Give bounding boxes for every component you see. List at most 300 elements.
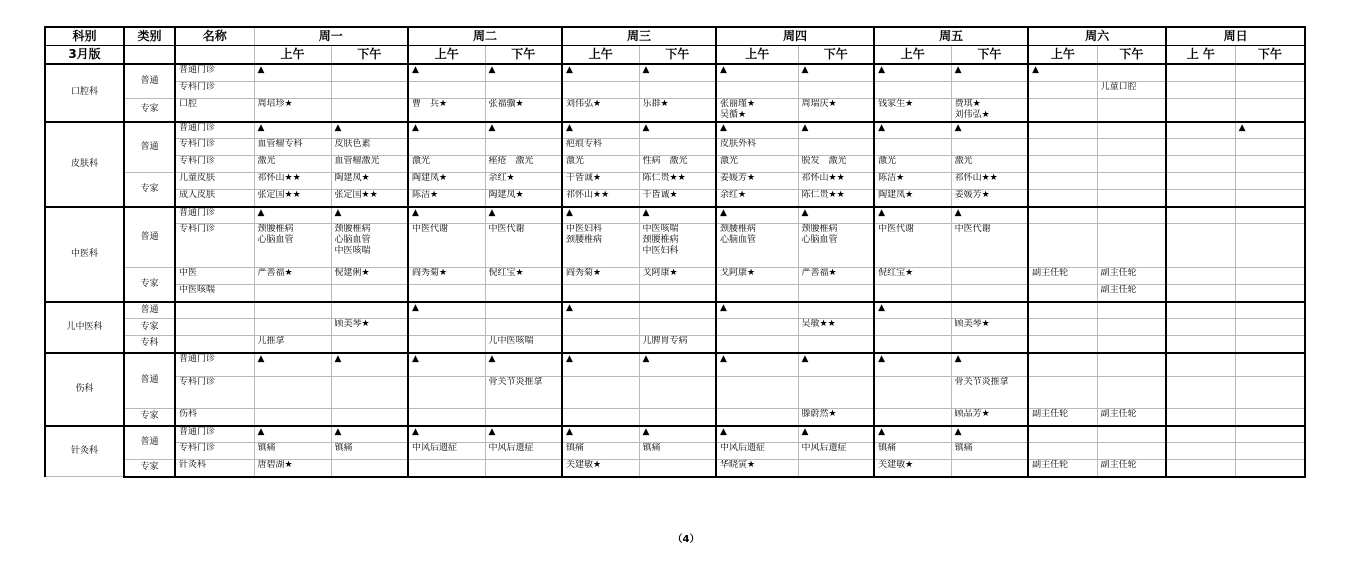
schedule-cell: ▲ bbox=[562, 302, 639, 319]
schedule-cell bbox=[874, 139, 951, 156]
header-row-periods bbox=[45, 46, 1305, 65]
dept-name-cell: 中医科 bbox=[45, 207, 124, 302]
schedule-cell bbox=[951, 81, 1028, 98]
schedule-cell: 性病 激光 bbox=[639, 156, 716, 173]
schedule-cell: ▲ bbox=[485, 64, 562, 81]
dept-name-cell: 口腔科 bbox=[45, 64, 124, 122]
header-day-thu: 周四 bbox=[716, 27, 874, 46]
schedule-cell bbox=[1097, 207, 1166, 224]
table-row bbox=[45, 377, 1305, 409]
schedule-cell bbox=[1028, 156, 1097, 173]
category-cell: 普通 bbox=[124, 426, 175, 460]
schedule-cell bbox=[1028, 224, 1097, 268]
schedule-cell: ▲ bbox=[254, 207, 331, 224]
schedule-cell: 陶建凤★ bbox=[408, 173, 485, 190]
clinic-name-cell: 普通门诊 bbox=[175, 426, 254, 443]
schedule-cell bbox=[1028, 426, 1097, 443]
clinic-name-cell: 专科门诊 bbox=[175, 224, 254, 268]
schedule-cell: 顾美琴★ bbox=[331, 319, 408, 336]
schedule-cell bbox=[1097, 377, 1166, 409]
table-row bbox=[45, 353, 1305, 377]
schedule-cell bbox=[639, 319, 716, 336]
schedule-cell bbox=[1097, 302, 1166, 319]
schedule-cell bbox=[562, 81, 639, 98]
table-row bbox=[45, 336, 1305, 353]
schedule-cell bbox=[331, 285, 408, 302]
schedule-cell: 倪红宝★ bbox=[485, 268, 562, 285]
schedule-cell: 祁怀山★★ bbox=[798, 173, 874, 190]
header-blank bbox=[175, 46, 254, 65]
category-cell: 专科 bbox=[124, 336, 175, 353]
schedule-cell: 儿脾胃专病 bbox=[639, 336, 716, 353]
schedule-cell: 疤痕专科 bbox=[562, 139, 639, 156]
schedule-cell: 倪建俐★ bbox=[331, 268, 408, 285]
schedule-cell: ▲ bbox=[874, 64, 951, 81]
schedule-cell: 镇痛 bbox=[562, 443, 639, 460]
schedule-cell bbox=[331, 98, 408, 122]
schedule-cell: ▲ bbox=[951, 353, 1028, 377]
schedule-cell bbox=[1235, 409, 1305, 426]
clinic-name-cell bbox=[175, 302, 254, 319]
schedule-cell: 中风后遗症 bbox=[798, 443, 874, 460]
schedule-cell: 陶建凤★ bbox=[874, 190, 951, 207]
schedule-cell bbox=[1097, 98, 1166, 122]
schedule-cell bbox=[874, 81, 951, 98]
schedule-cell: ▲ bbox=[485, 353, 562, 377]
schedule-cell bbox=[874, 409, 951, 426]
clinic-name-cell: 专科门诊 bbox=[175, 156, 254, 173]
header-row-days bbox=[45, 27, 1305, 46]
schedule-cell: 华晓寅★ bbox=[716, 460, 798, 477]
schedule-cell: 吴敏★★ bbox=[798, 319, 874, 336]
schedule-cell bbox=[408, 460, 485, 477]
schedule-cell: ▲ bbox=[408, 64, 485, 81]
schedule-cell: 颈腰椎病 心脑血管 bbox=[716, 224, 798, 268]
schedule-cell bbox=[1166, 224, 1235, 268]
category-cell: 专家 bbox=[124, 460, 175, 477]
schedule-cell bbox=[1166, 443, 1235, 460]
header-day-wed: 周三 bbox=[562, 27, 716, 46]
schedule-cell bbox=[798, 81, 874, 98]
schedule-cell: ▲ bbox=[716, 302, 798, 319]
schedule-cell: 血管瘤专科 bbox=[254, 139, 331, 156]
schedule-cell bbox=[562, 319, 639, 336]
schedule-cell: 颈腰椎病 心脑血管 bbox=[254, 224, 331, 268]
schedule-cell bbox=[1235, 336, 1305, 353]
schedule-cell: 副主任轮 bbox=[1097, 409, 1166, 426]
schedule-cell: 张定国★★ bbox=[331, 190, 408, 207]
schedule-cell: ▲ bbox=[408, 302, 485, 319]
schedule-cell bbox=[1097, 353, 1166, 377]
header-name: 名称 bbox=[175, 27, 254, 46]
header-edition: 3月版 bbox=[45, 46, 124, 65]
category-cell: 专家 bbox=[124, 319, 175, 336]
schedule-cell bbox=[1235, 139, 1305, 156]
schedule-cell: ▲ bbox=[562, 426, 639, 443]
schedule-cell: ▲ bbox=[562, 353, 639, 377]
clinic-name-cell bbox=[175, 336, 254, 353]
schedule-cell bbox=[254, 302, 331, 319]
schedule-cell: 皮肤色素 bbox=[331, 139, 408, 156]
schedule-cell bbox=[639, 302, 716, 319]
table-row bbox=[45, 139, 1305, 156]
category-cell: 专家 bbox=[124, 98, 175, 122]
table-row bbox=[45, 443, 1305, 460]
schedule-cell: 唐碧湖★ bbox=[254, 460, 331, 477]
schedule-cell: ▲ bbox=[716, 353, 798, 377]
schedule-cell: 姜媛芳★ bbox=[951, 190, 1028, 207]
schedule-cell: 张福骥★ bbox=[485, 98, 562, 122]
clinic-name-cell: 专科门诊 bbox=[175, 443, 254, 460]
schedule-cell bbox=[408, 336, 485, 353]
schedule-cell: 严善福★ bbox=[798, 268, 874, 285]
schedule-cell: 副主任轮 bbox=[1097, 460, 1166, 477]
schedule-cell: ▲ bbox=[254, 64, 331, 81]
header-dept: 科别 bbox=[45, 27, 124, 46]
schedule-cell: 曹 兵★ bbox=[408, 98, 485, 122]
schedule-cell bbox=[1097, 443, 1166, 460]
dept-name-cell: 伤科 bbox=[45, 353, 124, 426]
header-pm: 下午 bbox=[331, 46, 408, 65]
clinic-name-cell: 成人皮肤 bbox=[175, 190, 254, 207]
schedule-cell bbox=[408, 139, 485, 156]
schedule-cell: 倪红宝★ bbox=[874, 268, 951, 285]
schedule-cell: ▲ bbox=[408, 122, 485, 139]
schedule-cell: 儿童口腔 bbox=[1097, 81, 1166, 98]
schedule-cell bbox=[1235, 156, 1305, 173]
header-am: 上午 bbox=[1028, 46, 1097, 65]
schedule-cell: 激光 bbox=[562, 156, 639, 173]
header-pm: 下午 bbox=[798, 46, 874, 65]
table-row bbox=[45, 268, 1305, 285]
schedule-cell: 血管瘤激光 bbox=[331, 156, 408, 173]
schedule-cell: 余红★ bbox=[485, 173, 562, 190]
schedule-cell: 关建敏★ bbox=[874, 460, 951, 477]
schedule-cell bbox=[1028, 81, 1097, 98]
schedule-cell: 镇痛 bbox=[639, 443, 716, 460]
schedule-cell bbox=[716, 319, 798, 336]
schedule-cell: 祁怀山★★ bbox=[254, 173, 331, 190]
schedule-cell bbox=[1235, 224, 1305, 268]
schedule-cell bbox=[562, 336, 639, 353]
schedule-cell: 中风后遗症 bbox=[716, 443, 798, 460]
schedule-cell: ▲ bbox=[798, 64, 874, 81]
schedule-cell bbox=[331, 377, 408, 409]
schedule-cell bbox=[1028, 207, 1097, 224]
schedule-cell: 儿中医咳喘 bbox=[485, 336, 562, 353]
table-row bbox=[45, 285, 1305, 302]
schedule-cell: ▲ bbox=[485, 122, 562, 139]
schedule-cell bbox=[798, 377, 874, 409]
clinic-name-cell: 中医 bbox=[175, 268, 254, 285]
schedule-cell: 激光 bbox=[951, 156, 1028, 173]
schedule-cell bbox=[1235, 377, 1305, 409]
schedule-cell bbox=[716, 285, 798, 302]
schedule-cell: 镇痛 bbox=[874, 443, 951, 460]
schedule-cell: 中医妇科 颈腰椎病 bbox=[562, 224, 639, 268]
schedule-cell: ▲ bbox=[798, 207, 874, 224]
dept-name-cell: 皮肤科 bbox=[45, 122, 124, 207]
schedule-cell: ▲ bbox=[951, 122, 1028, 139]
schedule-cell: 骨关节炎推拿 bbox=[951, 377, 1028, 409]
schedule-cell bbox=[1097, 173, 1166, 190]
schedule-cell: ▲ bbox=[254, 122, 331, 139]
schedule-cell: 刘伟弘★ bbox=[562, 98, 639, 122]
schedule-cell bbox=[951, 268, 1028, 285]
schedule-cell bbox=[1166, 81, 1235, 98]
schedule-cell: 骨关节炎推拿 bbox=[485, 377, 562, 409]
clinic-schedule-table bbox=[44, 26, 1306, 478]
schedule-body bbox=[45, 64, 1305, 477]
header-pm: 下午 bbox=[1097, 46, 1166, 65]
schedule-cell bbox=[951, 460, 1028, 477]
schedule-cell: ▲ bbox=[331, 426, 408, 443]
schedule-cell bbox=[1166, 409, 1235, 426]
schedule-cell bbox=[716, 409, 798, 426]
schedule-cell: 副主任轮 bbox=[1028, 409, 1097, 426]
schedule-cell: 陈洁★ bbox=[408, 190, 485, 207]
schedule-cell: 乐群★ bbox=[639, 98, 716, 122]
schedule-cell bbox=[639, 285, 716, 302]
category-cell: 专家 bbox=[124, 268, 175, 302]
schedule-cell bbox=[639, 139, 716, 156]
schedule-cell bbox=[1235, 81, 1305, 98]
schedule-cell bbox=[1166, 122, 1235, 139]
page-number: （4） bbox=[672, 534, 700, 545]
schedule-cell bbox=[408, 377, 485, 409]
schedule-cell: 陶建凤★ bbox=[331, 173, 408, 190]
schedule-cell bbox=[1235, 207, 1305, 224]
schedule-cell: 干皆诚★ bbox=[562, 173, 639, 190]
schedule-cell: 张丽瑾★ 吴循★ bbox=[716, 98, 798, 122]
schedule-cell: ▲ bbox=[485, 426, 562, 443]
schedule-cell bbox=[331, 64, 408, 81]
schedule-cell: 中医代谢 bbox=[408, 224, 485, 268]
schedule-cell: 脱发 激光 bbox=[798, 156, 874, 173]
schedule-cell bbox=[485, 81, 562, 98]
schedule-cell bbox=[639, 409, 716, 426]
table-row bbox=[45, 426, 1305, 443]
schedule-cell bbox=[1097, 156, 1166, 173]
schedule-cell: ▲ bbox=[562, 64, 639, 81]
schedule-cell bbox=[485, 285, 562, 302]
schedule-cell: ▲ bbox=[874, 122, 951, 139]
schedule-cell bbox=[798, 460, 874, 477]
schedule-cell bbox=[1028, 377, 1097, 409]
table-row bbox=[45, 64, 1305, 81]
schedule-cell bbox=[951, 302, 1028, 319]
category-cell: 普通 bbox=[124, 353, 175, 409]
schedule-cell: ▲ bbox=[331, 207, 408, 224]
schedule-cell: 周瑞庆★ bbox=[798, 98, 874, 122]
clinic-name-cell: 专科门诊 bbox=[175, 377, 254, 409]
schedule-cell: ▲ bbox=[798, 122, 874, 139]
table-row bbox=[45, 302, 1305, 319]
schedule-cell bbox=[639, 377, 716, 409]
category-cell: 普通 bbox=[124, 302, 175, 319]
table-row bbox=[45, 122, 1305, 139]
schedule-cell bbox=[1028, 190, 1097, 207]
schedule-cell: 戈阿康★ bbox=[639, 268, 716, 285]
schedule-cell bbox=[1166, 285, 1235, 302]
schedule-cell bbox=[254, 377, 331, 409]
schedule-cell: 顾美琴★ bbox=[951, 319, 1028, 336]
schedule-cell: ▲ bbox=[716, 64, 798, 81]
schedule-cell bbox=[1097, 336, 1166, 353]
header-pm: 下午 bbox=[951, 46, 1028, 65]
schedule-cell: ▲ bbox=[331, 353, 408, 377]
schedule-cell bbox=[1235, 319, 1305, 336]
schedule-cell bbox=[331, 409, 408, 426]
schedule-cell: ▲ bbox=[716, 207, 798, 224]
schedule-cell bbox=[485, 139, 562, 156]
category-cell: 专家 bbox=[124, 409, 175, 426]
header-pm: 下午 bbox=[639, 46, 716, 65]
table-row bbox=[45, 98, 1305, 122]
schedule-cell: ▲ bbox=[874, 302, 951, 319]
schedule-cell bbox=[1028, 336, 1097, 353]
schedule-cell: 张定国★★ bbox=[254, 190, 331, 207]
table-row bbox=[45, 156, 1305, 173]
schedule-cell bbox=[1166, 64, 1235, 81]
schedule-cell bbox=[798, 285, 874, 302]
schedule-cell: ▲ bbox=[798, 353, 874, 377]
schedule-cell: 余红★ bbox=[716, 190, 798, 207]
schedule-cell: ▲ bbox=[639, 64, 716, 81]
category-cell: 专家 bbox=[124, 173, 175, 207]
schedule-cell bbox=[1028, 302, 1097, 319]
header-blank bbox=[124, 46, 175, 65]
schedule-cell bbox=[485, 460, 562, 477]
schedule-cell bbox=[1235, 268, 1305, 285]
schedule-cell bbox=[716, 81, 798, 98]
schedule-cell: 干皆诚★ bbox=[639, 190, 716, 207]
schedule-cell bbox=[1097, 319, 1166, 336]
schedule-cell bbox=[408, 409, 485, 426]
schedule-cell bbox=[1235, 426, 1305, 443]
category-cell: 普通 bbox=[124, 64, 175, 98]
schedule-cell bbox=[1097, 224, 1166, 268]
schedule-cell bbox=[1235, 353, 1305, 377]
schedule-cell: 阎秀菊★ bbox=[562, 268, 639, 285]
schedule-cell: 顾品芳★ bbox=[951, 409, 1028, 426]
table-row bbox=[45, 81, 1305, 98]
schedule-cell: 副主任轮 bbox=[1028, 268, 1097, 285]
clinic-name-cell: 伤科 bbox=[175, 409, 254, 426]
schedule-cell bbox=[874, 285, 951, 302]
header-day-sun: 周日 bbox=[1166, 27, 1305, 46]
schedule-cell bbox=[1028, 443, 1097, 460]
schedule-cell: ▲ bbox=[1028, 64, 1097, 81]
schedule-cell: ▲ bbox=[716, 122, 798, 139]
schedule-cell: 钱家生★ bbox=[874, 98, 951, 122]
schedule-cell: ▲ bbox=[254, 426, 331, 443]
schedule-cell bbox=[1166, 426, 1235, 443]
table-row bbox=[45, 224, 1305, 268]
header-day-mon: 周一 bbox=[254, 27, 408, 46]
schedule-cell: 颈腰椎病 心脑血管 中医咳喘 bbox=[331, 224, 408, 268]
schedule-cell bbox=[1235, 302, 1305, 319]
schedule-cell bbox=[874, 336, 951, 353]
schedule-cell: ▲ bbox=[408, 426, 485, 443]
clinic-name-cell: 普通门诊 bbox=[175, 122, 254, 139]
schedule-cell: 镇痛 bbox=[254, 443, 331, 460]
schedule-cell bbox=[1166, 156, 1235, 173]
schedule-cell bbox=[1097, 122, 1166, 139]
schedule-cell: 费琪★ 刘伟弘★ bbox=[951, 98, 1028, 122]
schedule-cell: ▲ bbox=[408, 353, 485, 377]
schedule-cell bbox=[798, 336, 874, 353]
schedule-cell: 关建敏★ bbox=[562, 460, 639, 477]
schedule-cell: 中风后遗症 bbox=[408, 443, 485, 460]
schedule-cell bbox=[254, 409, 331, 426]
schedule-cell: ▲ bbox=[874, 353, 951, 377]
schedule-cell: 滕蔚然★ bbox=[798, 409, 874, 426]
schedule-cell bbox=[1166, 377, 1235, 409]
schedule-cell bbox=[408, 81, 485, 98]
schedule-cell bbox=[1028, 285, 1097, 302]
schedule-cell: 中医代谢 bbox=[951, 224, 1028, 268]
schedule-cell bbox=[1166, 353, 1235, 377]
schedule-cell: ▲ bbox=[639, 426, 716, 443]
schedule-cell bbox=[331, 81, 408, 98]
schedule-cell: 祁怀山★★ bbox=[951, 173, 1028, 190]
schedule-cell: 镇痛 bbox=[331, 443, 408, 460]
schedule-cell bbox=[1166, 173, 1235, 190]
schedule-cell bbox=[1166, 268, 1235, 285]
header-day-sat: 周六 bbox=[1028, 27, 1166, 46]
schedule-cell: 激光 bbox=[874, 156, 951, 173]
schedule-cell bbox=[1166, 319, 1235, 336]
schedule-cell: 皮肤外科 bbox=[716, 139, 798, 156]
schedule-cell: ▲ bbox=[639, 207, 716, 224]
schedule-cell: ▲ bbox=[254, 353, 331, 377]
schedule-cell bbox=[1235, 460, 1305, 477]
schedule-cell: 戈阿康★ bbox=[716, 268, 798, 285]
schedule-cell: 中医代谢 bbox=[485, 224, 562, 268]
schedule-cell: 激光 bbox=[408, 156, 485, 173]
clinic-name-cell bbox=[175, 319, 254, 336]
schedule-cell bbox=[716, 336, 798, 353]
schedule-cell: ▲ bbox=[485, 207, 562, 224]
schedule-cell bbox=[798, 302, 874, 319]
schedule-cell bbox=[1097, 64, 1166, 81]
schedule-cell bbox=[1028, 353, 1097, 377]
schedule-cell: ▲ bbox=[951, 64, 1028, 81]
table-row bbox=[45, 190, 1305, 207]
category-cell: 普通 bbox=[124, 122, 175, 173]
schedule-cell bbox=[485, 409, 562, 426]
category-cell: 普通 bbox=[124, 207, 175, 268]
header-day-fri: 周五 bbox=[874, 27, 1028, 46]
schedule-cell bbox=[1166, 139, 1235, 156]
schedule-cell bbox=[639, 460, 716, 477]
table-row bbox=[45, 173, 1305, 190]
schedule-cell: ▲ bbox=[408, 207, 485, 224]
schedule-cell bbox=[1166, 460, 1235, 477]
table-row bbox=[45, 207, 1305, 224]
schedule-cell bbox=[485, 319, 562, 336]
clinic-name-cell: 中医咳喘 bbox=[175, 285, 254, 302]
schedule-cell bbox=[716, 377, 798, 409]
clinic-name-cell: 口腔 bbox=[175, 98, 254, 122]
schedule-cell: 周培珍★ bbox=[254, 98, 331, 122]
schedule-cell bbox=[331, 460, 408, 477]
schedule-cell bbox=[1235, 64, 1305, 81]
schedule-cell bbox=[951, 336, 1028, 353]
schedule-cell bbox=[254, 81, 331, 98]
schedule-cell: 儿推拿 bbox=[254, 336, 331, 353]
